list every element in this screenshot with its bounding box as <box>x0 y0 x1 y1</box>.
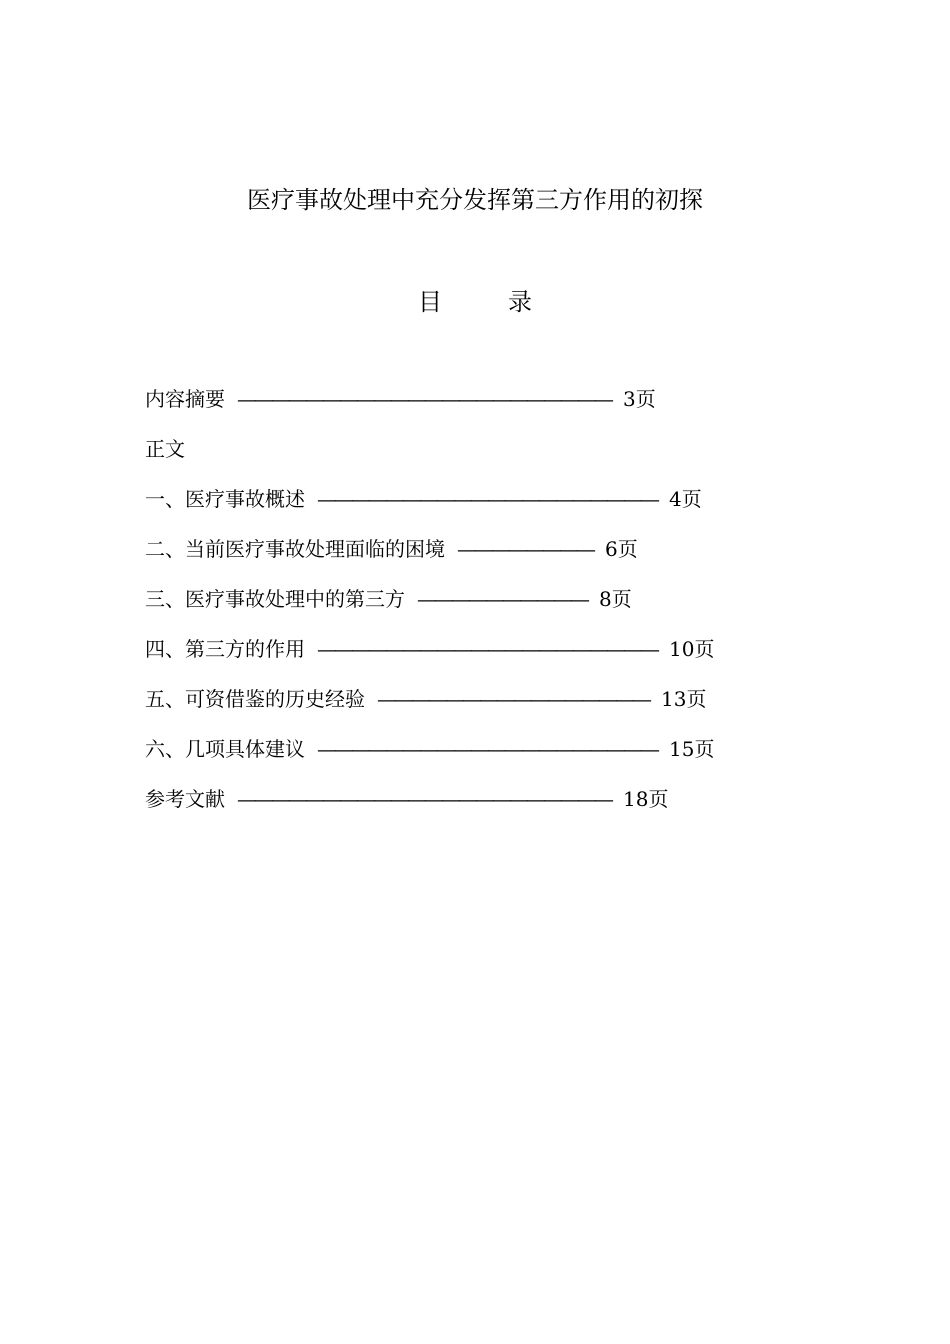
toc-leader: ———————————————— <box>377 687 649 711</box>
toc-entry-label: 四、第三方的作用 <box>145 637 305 661</box>
toc-heading-right: 录 <box>508 288 532 316</box>
toc-entry-label: 二、当前医疗事故处理面临的困境 <box>145 537 445 561</box>
toc-entry-abstract <box>145 382 725 432</box>
table-of-contents <box>145 382 725 832</box>
toc-entry-label: 五、可资借鉴的历史经验 <box>145 687 365 711</box>
toc-entry-label: 一、医疗事故概述 <box>145 487 305 511</box>
toc-leader: —————————————————————— <box>237 387 611 411</box>
toc-entry-section-6 <box>145 732 725 782</box>
toc-page-number: 18页 <box>623 787 669 811</box>
toc-page-number: 13页 <box>661 687 707 711</box>
toc-entry-body <box>145 432 725 482</box>
toc-page-number: 6页 <box>605 537 638 561</box>
toc-leader: —————————— <box>417 587 587 611</box>
toc-page-number: 10页 <box>669 637 715 661</box>
toc-leader: ———————————————————— <box>317 487 657 511</box>
toc-leader: ———————— <box>457 537 593 561</box>
toc-entry-label: 六、几项具体建议 <box>145 737 305 761</box>
toc-page-number: 3页 <box>623 387 656 411</box>
toc-entry-section-4 <box>145 632 725 682</box>
toc-entry-label: 三、医疗事故处理中的第三方 <box>145 587 405 611</box>
toc-entry-section-1 <box>145 482 725 532</box>
toc-entry-section-5 <box>145 682 725 732</box>
toc-entry-section-3 <box>145 582 725 632</box>
toc-entry-label: 内容摘要 <box>145 387 225 411</box>
toc-heading <box>0 284 950 320</box>
toc-page-number: 15页 <box>669 737 715 761</box>
toc-leader: ———————————————————— <box>317 637 657 661</box>
toc-page-number: 4页 <box>669 487 702 511</box>
toc-entry-label: 参考文献 <box>145 787 225 811</box>
toc-entry-label: 正文 <box>145 437 185 461</box>
toc-page-number: 8页 <box>599 587 632 611</box>
toc-entry-references <box>145 782 725 832</box>
toc-entry-section-2 <box>145 532 725 582</box>
document-title: 医疗事故处理中充分发挥第三方作用的初探 <box>247 186 703 214</box>
toc-leader: —————————————————————— <box>237 787 611 811</box>
toc-heading-left: 目 <box>418 288 442 316</box>
toc-leader: ———————————————————— <box>317 737 657 761</box>
